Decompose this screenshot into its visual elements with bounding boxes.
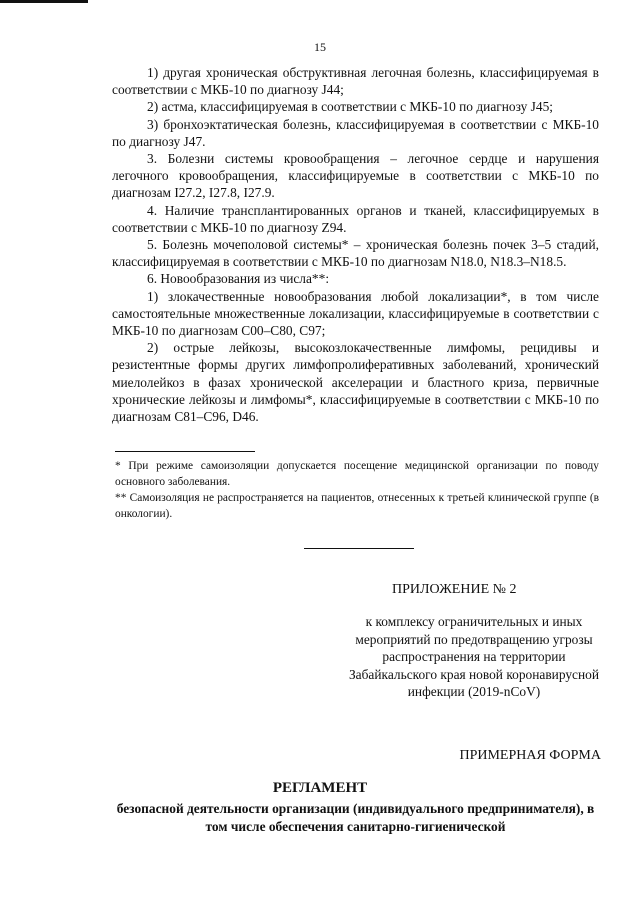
footnote: ** Самоизоляция не распространяется на пациентов, отнесенных к третьей клинической группе (в онкологии). bbox=[115, 492, 599, 520]
regulation-subtitle: безопасной деятельности организации (индивидуального предпринимателя), в том числе обеспечения санитарно-гигиенической bbox=[116, 801, 595, 834]
paragraph: 2) астма, классифицируемая в соответствии с МКБ-10 по диагнозу J45; bbox=[147, 99, 553, 115]
appendix-title: ПРИЛОЖЕНИЕ № 2 bbox=[392, 582, 517, 597]
appendix-subtitle: к комплексу ограничительных и иных мероприятий по предотвращению угрозы распространения на территории Забайкальского края новой коронавирусной инфекции (2019-nCoV) bbox=[348, 614, 600, 700]
paragraph: 6. Новообразования из числа**: bbox=[147, 271, 330, 287]
main-text bbox=[112, 64, 599, 425]
footnote-separator bbox=[115, 451, 255, 452]
top-edge-rule bbox=[0, 0, 88, 3]
paragraph: 1) другая хроническая обструктивная легочная болезнь, классифицируемая в соответствии с МКБ-10 по диагнозу J44; bbox=[112, 65, 599, 98]
footnote: * При режиме самоизоляции допускается посещение медицинской организации по поводу основного заболевания. bbox=[115, 460, 599, 488]
form-label: ПРИМЕРНАЯ ФОРМА bbox=[459, 748, 601, 763]
footnotes bbox=[115, 458, 599, 522]
paragraph: 2) острые лейкозы, высокозлокачественные лимфомы, рецидивы и резистентные формы других лимфопролиферативных заболеваний, хронический миелолейкоз в фазах хронической акселерации и бластного криза, первичные хронические лейкозы и лимфомы*, классифицируемые в соответствии с МКБ-10 по диагнозам C81–C96, D46. bbox=[112, 340, 599, 425]
paragraph: 4. Наличие трансплантированных органов и тканей, классифицируемых в соответствии с МКБ-10 по диагнозу Z94. bbox=[112, 202, 599, 235]
regulation-title: РЕГЛАМЕНТ bbox=[272, 780, 368, 796]
paragraph: 3. Болезни системы кровообращения – легочное сердце и нарушения легочного кровообращения, классифицируемые в соответствии с МКБ-10 по диагнозам I27.2, I27.8, I27.9. bbox=[112, 151, 599, 201]
paragraph: 5. Болезнь мочеполовой системы* – хроническая болезнь почек 3–5 стадий, классифицируемая в соответствии с МКБ-10 по диагнозам N18.0, N18.3–N18.5. bbox=[112, 237, 599, 270]
paragraph: 3) бронхоэктатическая болезнь, классифицируемая в соответствии с МКБ-10 по диагнозу J47. bbox=[112, 116, 599, 149]
section-separator bbox=[304, 548, 414, 549]
paragraph: 1) злокачественные новообразования любой локализации*, в том числе самостоятельные множественные локализации, классифицируемые в соответствии с МКБ-10 по диагнозам C00–C80, C97; bbox=[112, 288, 599, 339]
page-number: 15 bbox=[314, 40, 326, 54]
